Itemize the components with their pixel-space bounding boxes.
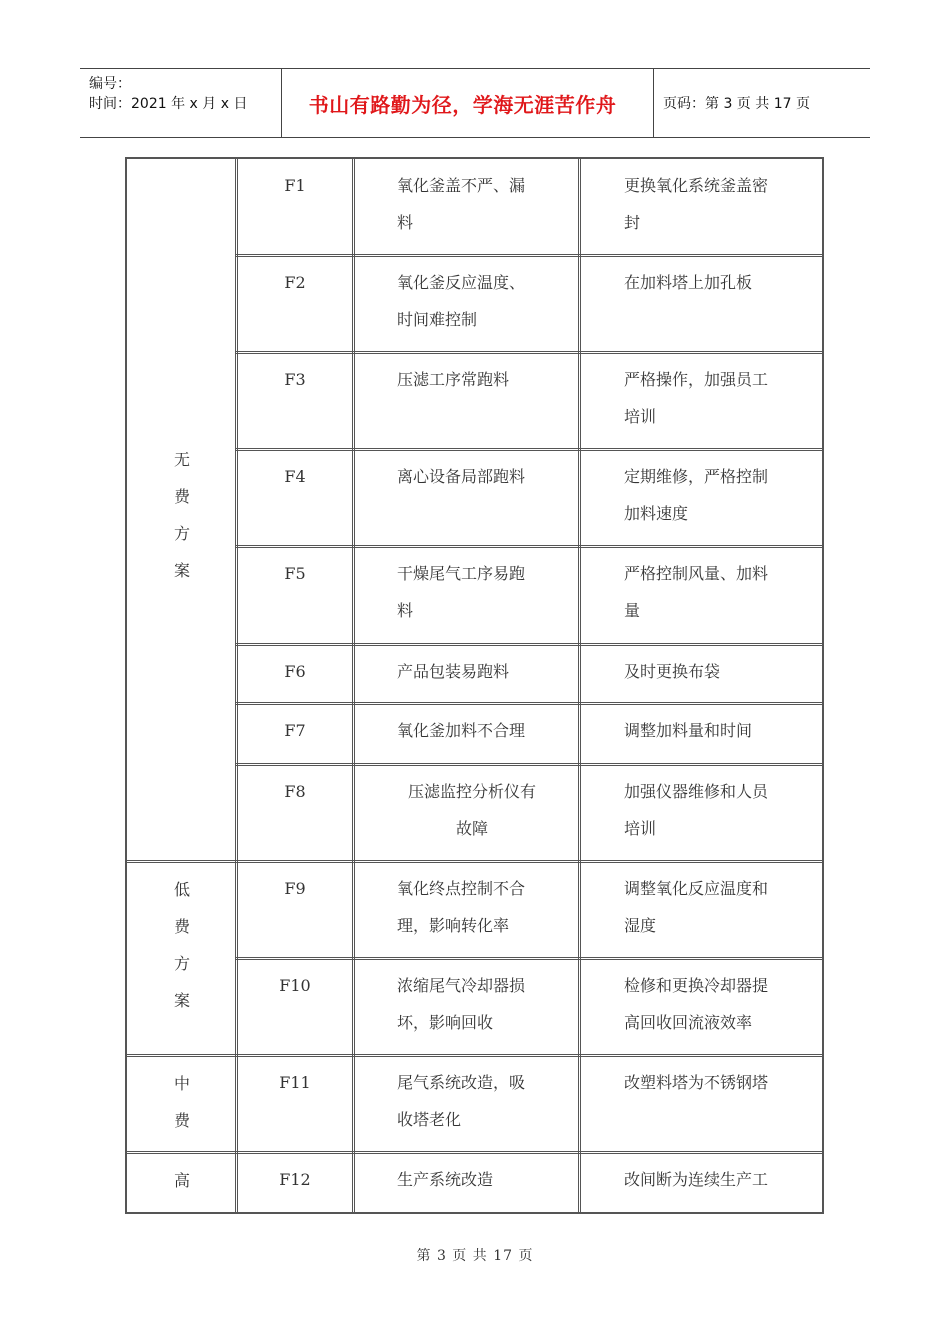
row-action <box>624 361 794 435</box>
row-action <box>624 167 794 241</box>
row-code: F10 <box>279 976 311 995</box>
row-action <box>624 712 794 749</box>
row-divider <box>235 763 822 766</box>
action-line: 改塑料塔为不锈钢塔 <box>624 1073 769 1092</box>
action-line: 封 <box>624 213 641 232</box>
description-line: 压滤工序常跑料 <box>397 370 510 389</box>
action-line: 加强仪器维修和人员 <box>624 782 769 801</box>
description-line: 离心设备局部跑料 <box>397 467 526 486</box>
description-line: 尾气系统改造，吸 <box>397 1073 526 1092</box>
row-description <box>397 967 547 1041</box>
action-line: 检修和更换冷却器提 <box>624 976 769 995</box>
row-divider <box>235 957 822 960</box>
action-line: 定期维修，严格控制 <box>624 467 769 486</box>
category-divider <box>127 1151 822 1154</box>
row-action <box>624 653 794 690</box>
row-description <box>397 167 547 241</box>
description-line: 时间难控制 <box>397 310 478 329</box>
row-code: F12 <box>279 1170 311 1189</box>
action-line: 改间断为连续生产工 <box>624 1170 769 1189</box>
row-action <box>624 555 794 629</box>
row-code: F6 <box>284 662 306 681</box>
description-line: 收塔老化 <box>397 1110 462 1129</box>
category-char: 高 <box>173 1171 190 1190</box>
row-description <box>397 555 547 629</box>
row-divider <box>235 702 822 705</box>
category-char: 无 <box>173 450 190 469</box>
row-code: F8 <box>284 782 306 801</box>
row-description <box>397 1161 547 1198</box>
category-char: 案 <box>173 991 190 1010</box>
row-action <box>624 773 794 847</box>
action-line: 量 <box>624 601 641 620</box>
description-line: 氧化釜反应温度、 <box>397 273 526 292</box>
description-line: 浓缩尾气冷却器损 <box>397 976 526 995</box>
category-label <box>127 1065 237 1139</box>
category-char: 案 <box>173 561 190 580</box>
category-char: 费 <box>173 487 190 506</box>
description-line: 料 <box>397 601 414 620</box>
action-line: 培训 <box>624 407 657 426</box>
row-action <box>624 1161 794 1198</box>
row-action <box>624 967 794 1041</box>
description-line: 压滤监控分析仪有 <box>407 782 536 801</box>
category-divider <box>127 1054 822 1057</box>
row-divider <box>235 351 822 354</box>
category-divider <box>127 860 822 863</box>
row-divider <box>235 643 822 646</box>
category-char: 低 <box>173 880 190 899</box>
header-motto-cell <box>282 69 654 137</box>
description-line: 故障 <box>455 819 488 838</box>
header-page-info: 页码：第 3 页 共 17 页 <box>663 96 810 112</box>
action-line: 及时更换布袋 <box>624 662 721 681</box>
header-info-cell <box>80 69 282 137</box>
description-line: 氧化釜盖不严、漏 <box>397 176 526 195</box>
action-line: 更换氧化系统釜盖密 <box>624 176 769 195</box>
row-description <box>397 1064 547 1138</box>
row-description <box>397 264 547 338</box>
row-description <box>382 773 562 847</box>
row-description <box>397 870 547 944</box>
row-description <box>397 458 547 495</box>
description-line: 料 <box>397 213 414 232</box>
action-line: 严格控制风量、加料 <box>624 564 769 583</box>
action-line: 培训 <box>624 819 657 838</box>
row-action <box>624 458 794 532</box>
description-line: 坏，影响回收 <box>397 1013 494 1032</box>
row-action <box>624 870 794 944</box>
category-label <box>127 871 237 1019</box>
action-line: 湿度 <box>624 916 657 935</box>
row-code: F7 <box>284 721 306 740</box>
description-line: 理，影响转化率 <box>397 916 510 935</box>
description-line: 生产系统改造 <box>397 1170 494 1189</box>
action-line: 调整氧化反应温度和 <box>624 879 769 898</box>
motto-text: 书山有路勤为径，学海无涯苦作舟 <box>308 92 617 117</box>
row-description <box>397 361 547 398</box>
row-code: F4 <box>284 467 306 486</box>
action-line: 严格操作，加强员工 <box>624 370 769 389</box>
category-char: 费 <box>173 917 190 936</box>
description-line: 干燥尾气工序易跑 <box>397 564 526 583</box>
doc-number-label: 编号： <box>89 76 131 92</box>
doc-time-label: 时间：2021 年 x 月 x 日 <box>89 96 248 112</box>
description-line: 氧化终点控制不合 <box>397 879 526 898</box>
category-char: 方 <box>173 954 190 973</box>
row-action <box>624 264 794 301</box>
row-code: F3 <box>284 370 306 389</box>
row-divider <box>235 545 822 548</box>
category-char: 方 <box>173 524 190 543</box>
row-divider <box>235 254 822 257</box>
row-action <box>624 1064 794 1101</box>
row-description <box>397 653 547 690</box>
category-label <box>127 441 237 589</box>
description-line: 产品包装易跑料 <box>397 662 510 681</box>
row-code: F11 <box>279 1073 311 1092</box>
description-line: 氧化釜加料不合理 <box>397 721 526 740</box>
action-line: 高回收回流液效率 <box>624 1013 753 1032</box>
page-footer: 第 3 页 共 17 页 <box>416 1248 534 1264</box>
row-code: F2 <box>284 273 306 292</box>
action-line: 调整加料量和时间 <box>624 721 753 740</box>
row-divider <box>235 448 822 451</box>
category-char: 中 <box>173 1074 190 1093</box>
category-label <box>127 1162 237 1199</box>
row-code: F9 <box>284 879 306 898</box>
row-description <box>397 712 547 749</box>
action-line: 加料速度 <box>624 504 689 523</box>
page-header <box>80 68 870 138</box>
action-line: 在加料塔上加孔板 <box>624 273 753 292</box>
solutions-table <box>125 157 824 1214</box>
row-code: F1 <box>284 176 306 195</box>
category-char: 费 <box>173 1111 190 1130</box>
row-code: F5 <box>284 564 306 583</box>
